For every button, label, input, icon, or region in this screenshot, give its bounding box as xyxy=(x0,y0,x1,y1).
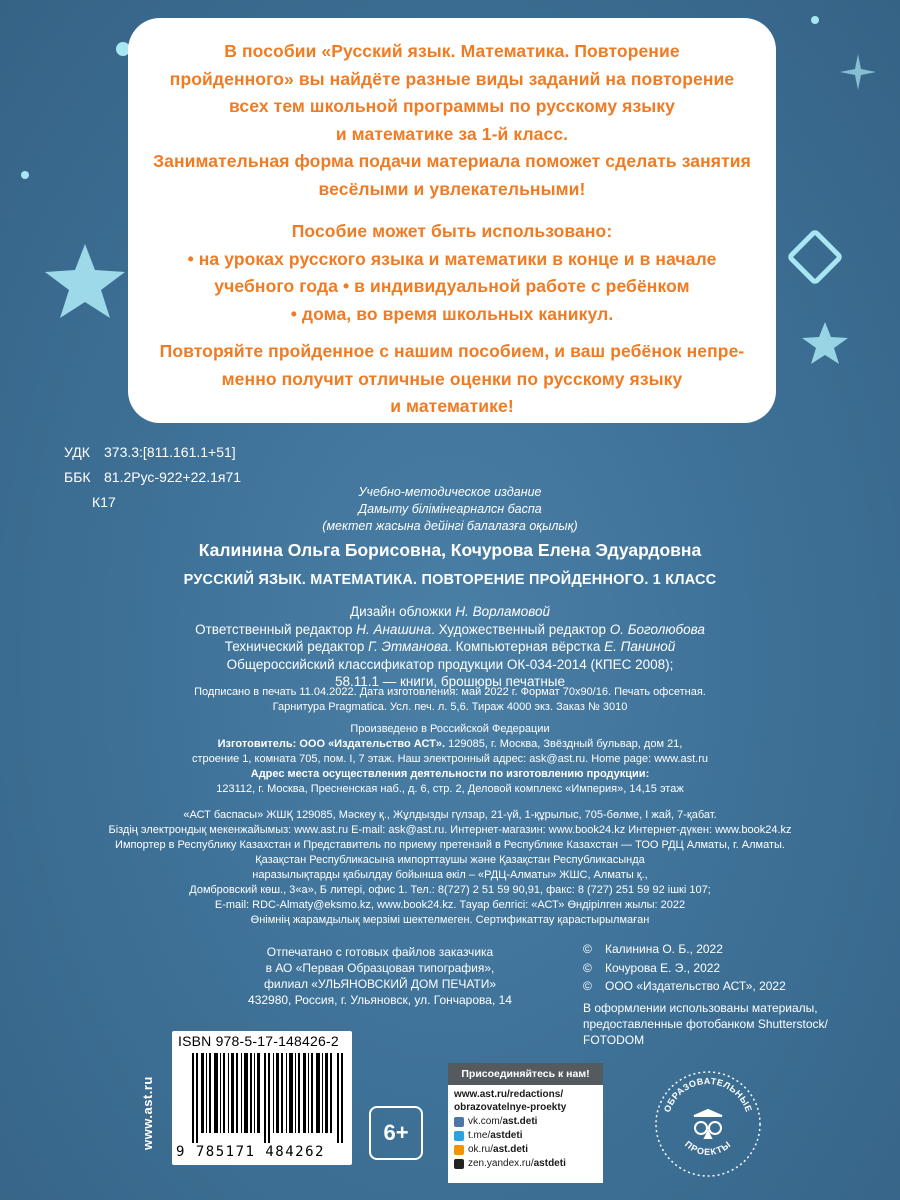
copyrights: © Калинина О. Б., 2022 © Кочурова Е. Э., 2022 © ООО «Издательство АСТ», 2022 xyxy=(583,942,786,993)
svg-text:ПРОЕКТЫ: ПРОЕКТЫ xyxy=(682,1138,734,1157)
manufacturer-info: Произведено в Российской Федерации Изготовитель: ООО «Издательство АСТ». 129085, г. Москва, Звёздный бульвар, дом 21, строение 1, комната 705, пом. I, 7 этаж. Наш электронный адрес: ask@ast.ru. Home page: www.ast.ru Адрес места осуществления деятельности по изготовлению продукции: 123112, г. Москва, Пресненская наб., д. 6, стр. 2, Деловой комплекс «Империя», 14,15 этаж xyxy=(192,723,708,795)
usage-paragraph: Пособие может быть использовано: • на уроках русского языка и математики в конце и в начале учебного года • в индивидуальной работе с ребёнком • дома, во время школьных каникул. xyxy=(187,221,717,324)
social-link-vk[interactable]: vk.com/ ast.deti xyxy=(448,1115,603,1128)
authors: Калинина Ольга Борисовна, Кочурова Елена Эдуардовна xyxy=(198,540,702,560)
description-panel xyxy=(128,18,776,423)
photo-credit: В оформлении использованы материалы, предоставленные фотобанком Shutterstock/ FOTODOM xyxy=(583,1001,828,1047)
zen-icon xyxy=(454,1159,464,1169)
social-links-box xyxy=(448,1085,603,1183)
udk-label: УДК xyxy=(64,444,90,460)
udk-value: 373.3:[811.161.1+51] xyxy=(104,444,236,460)
book-title: РУССКИЙ ЯЗЫК. МАТЕМАТИКА. ПОВТОРЕНИЕ ПРОЙДЕННОГО. 1 КЛАСС xyxy=(183,572,717,588)
educational-projects-logo xyxy=(654,1070,762,1178)
credits: Дизайн обложки Н. Ворламовой Ответственный редактор Н. Анашина. Художественный редактор О. Боголюбова Технический редактор Г. Этманова. Компьютерная вёрстка Е. Паниной Общероссийский классификатор продукции ОК-034-2014 (КПЕС 2008); 58.11.1 — книги, брошюры печатные xyxy=(195,604,705,689)
description-paragraph: В пособии «Русский язык. Математика. Повторение пройденного» вы найдёте разные виды заданий на повторение всех тем школьной программы по русскому языку и математике за 1-й класс. Занимательная форма подачи материала поможет сделать занятия весёлыми и увлекательными! xyxy=(153,41,751,199)
age-rating-badge: 6+ xyxy=(369,1106,423,1160)
star-decoration-icon xyxy=(40,240,130,320)
closing-paragraph: Повторяйте пройденное с нашим пособием, и ваш ребёнок непре- менно получит отличные оценки по русскому языку и математике! xyxy=(159,341,745,416)
ok-icon xyxy=(454,1145,464,1155)
svg-text:ОБРАЗОВАТЕЛЬНЫЕ: ОБРАЗОВАТЕЛЬНЫЕ xyxy=(661,1075,755,1114)
author-code: К17 xyxy=(92,494,116,510)
side-url: www.ast.ru xyxy=(140,1076,155,1150)
telegram-icon xyxy=(454,1131,464,1141)
sparkle-icon xyxy=(838,52,878,92)
vk-icon xyxy=(454,1117,464,1127)
barcode-icon xyxy=(192,1053,344,1143)
social-link-zen[interactable]: zen.yandex.ru/ astdeti xyxy=(448,1157,603,1170)
dot-icon xyxy=(20,170,30,180)
bbk-value: 81.2Рус-922+22.1я71 xyxy=(104,469,242,485)
print-info: Подписано в печать 11.04.2022. Дата изготовления: май 2022 г. Формат 70х90/16. Печать офсетная. Гарнитура Pragmatica. Усл. печ. л. 5,6. Тираж 4000 экз. Заказ № 3010 xyxy=(194,686,706,713)
printed-at: Отпечатано с готовых файлов заказчика в АО «Первая Образцовая типография», филиал «УЛЬЯНОВСКИЙ ДОМ ПЕЧАТИ» 432980, Россия, г. Ульяновск, ул. Гончарова, 14 xyxy=(248,945,512,1007)
edition-type: Учебно-методическое издание Дамыту білімінеарналсн баспа (мектеп жасына дейінгі балалазға оқылық) xyxy=(322,485,578,533)
join-us-header: Присоединяйтесь к нам! xyxy=(448,1063,603,1085)
barcode-digits: 9 785171 484262 xyxy=(176,1144,325,1160)
dot-icon xyxy=(810,15,820,25)
social-link-telegram[interactable]: t.me/ astdeti xyxy=(448,1129,603,1142)
project-url: www.ast.ru/redactions/ obrazovatelnye-proekty xyxy=(454,1089,567,1113)
owl-icon xyxy=(694,1110,722,1138)
bbk-label: ББК xyxy=(64,469,91,485)
diamond-outline-icon xyxy=(780,222,850,292)
kazakhstan-info: «АСТ баспасы» ЖШҚ 129085, Мәскеу қ., Жұлдызды гүлзар, 21-үй, 1-құрылыс, 705-бөлме, I жай, 7-қабат. Біздің электрондық мекенжайымыз: www.ast.ru E-mail: ask@ast.ru. Интернет-магазин: www.book24.kz Интернет-дүкен: www.book24.kz Импортер в Республику Казахстан и Представитель по приему претензий в Республике Казахстан — ТОО РДЦ Алматы, г. Алматы. Қазақстан Республикасына импорттаушы және Қазақстан Республикасында наразылықтарды қабылдау бойынша өкіл – «РДЦ-Алматы» ЖШС, Алматы қ., Домбровский көш., 3«а», Б литері, офис 1. Тел.: 8(727) 2 51 59 90,91, факс: 8 (727) 251 59 92 ішкі 107; E-mail: RDC-Almaty@eksmo.kz, www.book24.kz. Тауар белгісі: «АСТ» Өндірілген жылы: 2022 Өнімнің жарамдылық мерзімі шектелмеген. Сертификаттау қарастырылмаған xyxy=(108,809,792,926)
barcode-box xyxy=(172,1031,352,1165)
star-small-icon xyxy=(800,320,850,366)
social-link-ok[interactable]: ok.ru/ ast.deti xyxy=(448,1143,603,1156)
isbn: ISBN 978-5-17-148426-2 xyxy=(178,1033,339,1049)
